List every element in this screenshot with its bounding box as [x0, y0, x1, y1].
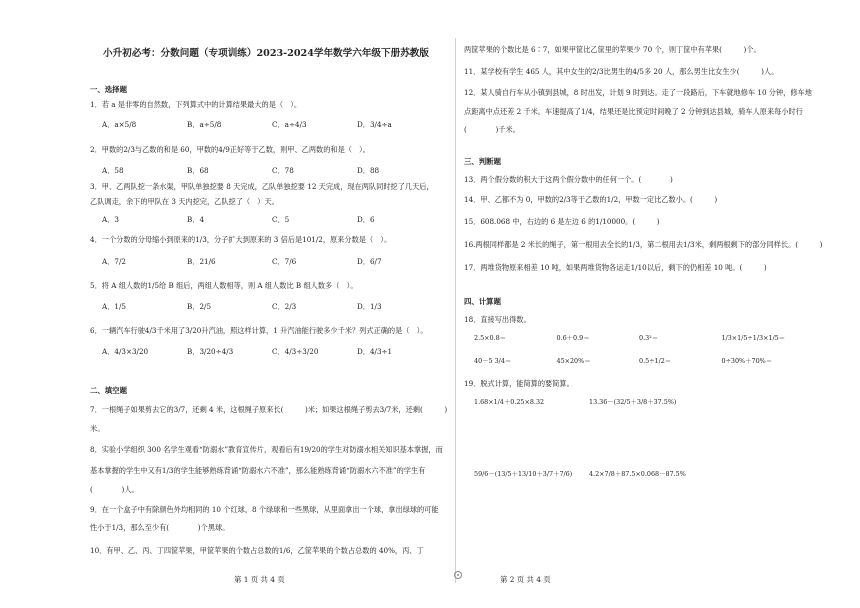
direct-calc-row-2 — [474, 358, 804, 366]
answer-option[interactable]: D．3/4÷a — [357, 120, 392, 129]
answer-option[interactable]: C．2/3 — [272, 302, 297, 311]
answer-options — [102, 303, 442, 312]
page-number-left: 第 1 页 共 4 页 — [234, 575, 285, 584]
direct-calc-item: 0.3²＝ — [639, 334, 659, 342]
question-text: 两筐苹果的个数比是 6∶7，如果甲筐比乙筐里的苹果少 70 个，则丁筐中有苹果( )个。 — [464, 45, 761, 54]
question-text: 17．两堆货物原来相差 10 吨，如果两堆货物各运走1/10以后，剩下的仍相差 10 吨。( ) — [464, 263, 767, 272]
step-calc-item: 1.68×1/4＋0.25×8.32 — [474, 398, 545, 406]
section-judge: 三、判断题 — [464, 157, 501, 166]
step-calc-item: 13.36－(32/5＋3/8＋37.5%) — [589, 398, 677, 406]
question-text: 乙队调走，余下的甲队在 3 天内挖完，乙队挖了（ ）天。 — [90, 197, 279, 206]
question-text: 15．608.068 中，右边的 6 是左边 6 的1/10000。( ) — [464, 217, 660, 226]
section-fill: 二、填空题 — [90, 386, 127, 395]
step-calc-row-2 — [474, 471, 704, 479]
answer-option[interactable]: A．7/2 — [102, 257, 126, 266]
answer-option[interactable]: B．3/20÷4/3 — [187, 347, 234, 356]
answer-option[interactable]: B．4 — [187, 215, 205, 224]
question-text: 8．实验小学组织 300 名学生观看“防溺水”教育宣传片，观看后有19/20的学生对防溺水相关知识基本掌握，而 — [90, 445, 443, 454]
answer-option[interactable]: C．4/3÷3/20 — [272, 347, 319, 356]
answer-options — [102, 167, 442, 176]
direct-calc-item: 0.6＋0.9＝ — [556, 334, 590, 342]
question-text: ( )人。 — [90, 485, 139, 494]
question-text: 12．某人骑自行车从小镇到县城，8 时出发，计划 9 时到达。走了一段路后，下车就地修车 10 分钟，修车地 — [464, 88, 812, 97]
answer-option[interactable]: B．a÷5/8 — [187, 120, 222, 129]
answer-option[interactable]: D．4/3÷1 — [357, 347, 393, 356]
answer-option[interactable]: B．2/5 — [187, 302, 212, 311]
answer-option[interactable]: B．21/6 — [187, 257, 216, 266]
answer-option[interactable]: A．a×5/8 — [102, 120, 137, 129]
direct-calc-item: 2.5×0.8＝ — [474, 334, 507, 342]
question-text: 14．甲、乙都不为 0，甲数的2/3等于乙数的1/2，甲数一定比乙数小。( ) — [464, 195, 718, 204]
question-text: 10．有甲、乙、丙、丁四筐苹果，甲筐苹果的个数占总数的1/6，乙筐苹果的个数占总数的 40%，丙、丁 — [90, 546, 424, 555]
question-text: 米。 — [90, 424, 105, 433]
direct-calc-item: 45×20%＝ — [556, 357, 591, 365]
question-text: ( )千米。 — [464, 125, 520, 134]
answer-option[interactable]: D．6 — [357, 215, 375, 224]
question-text: 3．甲、乙两队挖一条水渠，甲队单独挖要 8 天完成，乙队单独挖要 12 天完成，现在两队同时挖了几天后， — [90, 182, 434, 191]
column-divider — [455, 38, 456, 583]
answer-option[interactable]: C．78 — [272, 166, 294, 175]
answer-option[interactable]: D．1/3 — [357, 302, 382, 311]
answer-option[interactable]: A．3 — [102, 215, 119, 224]
document-title: 小升初必考：分数问题（专项训练）2023-2024学年数学六年级下册苏教版 — [102, 48, 429, 59]
answer-option[interactable]: D．6/7 — [357, 257, 382, 266]
answer-option[interactable]: B．68 — [187, 166, 209, 175]
question-text: 18．直接写出得数。 — [464, 315, 531, 324]
question-text: 16.两根同样都是 2 米长的绳子，第一根用去全长的1/3，第二根用去1/3米，剩两根剩下的部分同样长。( ) — [464, 240, 823, 249]
answer-option[interactable]: A．1/5 — [102, 302, 126, 311]
direct-calc-item: 0÷30%＋70%＝ — [721, 357, 773, 365]
question-text: 基本掌握的学生中又有1/3的学生能够熟练背诵“防溺水六不准”，那么能熟练背诵“防溺水六不准”的学生有 — [90, 466, 426, 475]
question-text: 点距离中点还差 2 千米。车速提高了1/4，结果还是比预定时间晚了 2 分钟到达县城，骑车人原来每小时行 — [464, 107, 803, 116]
answer-options — [102, 348, 442, 357]
question-text: 6．一辆汽车行驶4/3千米用了3/20升汽油，照这样计算，1 升汽油能行驶多少千米？列式正确的是（ ）。 — [90, 326, 428, 335]
answer-option[interactable]: A．4/3×3/20 — [102, 347, 149, 356]
question-text: 11．某学校有学生 465 人，其中女生的2/3比男生的4/5多 20 人，那么男生比女生少( )人。 — [464, 67, 779, 76]
direct-calc-item: 1/3×1/5÷1/3×1/5＝ — [721, 334, 786, 342]
answer-option[interactable]: C．a÷4/3 — [272, 120, 307, 129]
question-text: 7．一根绳子如果剪去它的3/7，还剩 4 米，这根绳子原来长( )米；如果这根绳子剪去3/7米，还剩( ) — [90, 405, 448, 414]
answer-option[interactable]: C．7/6 — [272, 257, 297, 266]
binding-hole-icon — [454, 571, 462, 579]
question-text: 性小于1/3，那么至少有( )个黑球。 — [90, 523, 230, 532]
answer-option[interactable]: A．58 — [102, 166, 124, 175]
question-text: 1．若 a 是非零的自然数，下列算式中的计算结果最大的是（ ）。 — [90, 100, 302, 109]
answer-options — [102, 121, 442, 130]
question-text: 13．两个假分数的积大于这两个假分数中的任何一个。( ) — [464, 175, 673, 184]
answer-options — [102, 258, 442, 267]
answer-options — [102, 216, 442, 225]
section-choice: 一、选择题 — [90, 85, 127, 94]
question-text: 4．一个分数的分母缩小到原来的1/3，分子扩大到原来的 3 倍后是101/2，原来分数是（ ）。 — [90, 235, 392, 244]
question-text: 9．在一个盒子中有除颜色外均相同的 10 个红球，8 个绿球和一些黑球，从里面拿出一个球，拿出绿球的可能 — [90, 505, 439, 514]
step-calc-row-1 — [474, 399, 704, 407]
section-calc: 四、计算题 — [464, 297, 501, 306]
question-text: 19．脱式计算，能简算的要简算。 — [464, 379, 574, 388]
direct-calc-item: 0.5÷1/2＝ — [639, 357, 672, 365]
answer-option[interactable]: C．5 — [272, 215, 290, 224]
direct-calc-row-1 — [474, 335, 804, 343]
question-text: 5．将 A 组人数的1/5给 B 组后，两组人数相等，则 A 组人数比 B 组人数多（ ）。 — [90, 281, 358, 290]
step-calc-item: 59/6－(13/5＋13/10＋3/7＋7/6) — [474, 470, 573, 478]
question-text: 2．甲数的2/3与乙数的和是 60，甲数的4/9正好等于乙数，则甲、乙两数的和是（ ）。 — [90, 145, 370, 154]
direct-calc-item: 40－5 3/4＝ — [474, 357, 512, 365]
step-calc-item: 4.2×7/8＋87.5×0.068－87.5% — [589, 470, 686, 478]
answer-option[interactable]: D．88 — [357, 166, 380, 175]
page-number-right: 第 2 页 共 4 页 — [500, 575, 551, 584]
